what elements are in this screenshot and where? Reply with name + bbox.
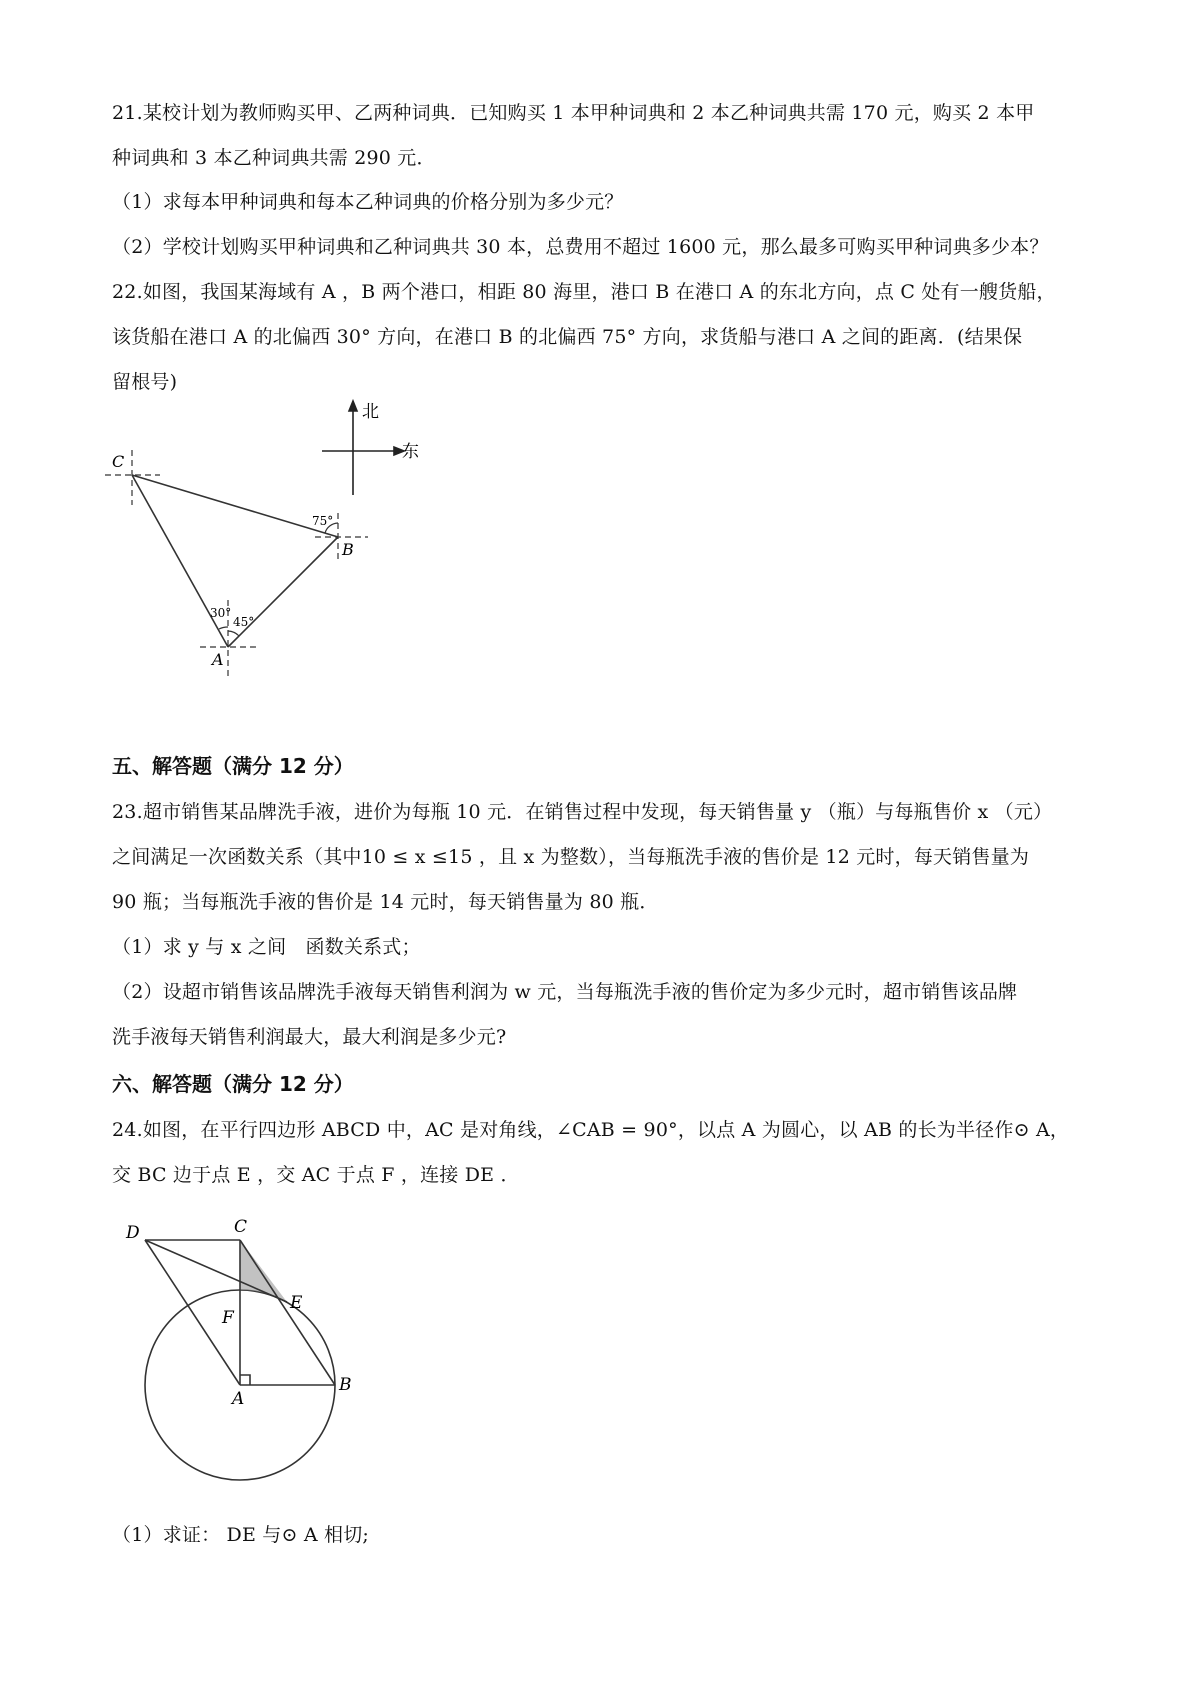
label-a: A [232, 1389, 245, 1409]
q24-line-2: 交 BC 边于点 E ，交 AC 于点 F ，连接 DE ． [112, 1164, 520, 1186]
q22-line-3: 留根号) [112, 371, 178, 393]
q23-line-1: 23.超市销售某品牌洗手液，进价为每瓶 10 元．在销售过程中发现，每天销售量 y （瓶）与每瓶售价 x （元） [112, 801, 1053, 823]
q23-part-2-line-2: 洗手液每天销售利润最大，最大利润是多少元? [112, 1026, 507, 1048]
q23-part-1: （1）求 y 与 x 之间 函数关系式； [112, 936, 421, 958]
section-5-heading: 五、解答题（满分 12 分） [112, 754, 354, 778]
q23-line-3: 90 瓶；当每瓶洗手液的售价是 14 元时，每天销售量为 80 瓶． [112, 891, 659, 913]
q21-line-1: 21.某校计划为教师购买甲、乙两种词典．已知购买 1 本甲种词典和 2 本乙种词典共需 170 元，购买 2 本甲 [112, 102, 1035, 124]
label-b: B [342, 540, 354, 559]
q22-line-1: 22.如图，我国某海域有 A ，B 两个港口，相距 80 海里，港口 B 在港口 A 的东北方向，点 C 处有一艘货船， [112, 281, 1056, 303]
label-d: D [126, 1223, 140, 1243]
label-c: C [234, 1217, 248, 1237]
label-e: E [290, 1293, 303, 1313]
angle-75: 75° [312, 514, 334, 528]
q22-figure [100, 395, 460, 685]
q23-part-2-line-1: （2）设超市销售该品牌洗手液每天销售利润为 w 元，当每瓶洗手液的售价定为多少元时，超市销售该品牌 [112, 981, 1018, 1003]
angle-45: 45° [233, 615, 255, 629]
q24-line-1: 24.如图，在平行四边形 ABCD 中，AC 是对角线，∠CAB = 90°，以点 A 为圆心，以 AB 的长为半径作⊙ A， [112, 1119, 1070, 1141]
label-f: F [222, 1308, 234, 1328]
q21-line-2: 种词典和 3 本乙种词典共需 290 元． [112, 147, 436, 169]
q23-line-2: 之间满足一次函数关系（其中10 ≤ x ≤15 ，且 x 为整数），当每瓶洗手液的售价是 12 元时，每天销售量为 [112, 846, 1030, 868]
q21-part-2: （2）学校计划购买甲种词典和乙种词典共 30 本，总费用不超过 1600 元，那么最多可购买甲种词典多少本？ [112, 236, 1049, 258]
q21-part-1: （1）求每本甲种词典和每本乙种词典的价格分别为多少元？ [112, 191, 624, 213]
label-c: C [112, 452, 125, 471]
angle-30: 30° [210, 606, 232, 620]
q22-line-2: 该货船在港口 A 的北偏西 30° 方向，在港口 B 的北偏西 75° 方向，求货船与港口 A 之间的距离．(结果保 [112, 326, 1023, 348]
q24-figure [110, 1200, 390, 1490]
section-6-heading: 六、解答题（满分 12 分） [112, 1072, 354, 1096]
label-b: B [339, 1375, 352, 1395]
east-label: 东 [402, 442, 419, 462]
q24-part-1: （1）求证： DE 与⊙ A 相切; [112, 1524, 369, 1546]
label-a: A [212, 650, 224, 669]
north-label: 北 [362, 402, 379, 422]
